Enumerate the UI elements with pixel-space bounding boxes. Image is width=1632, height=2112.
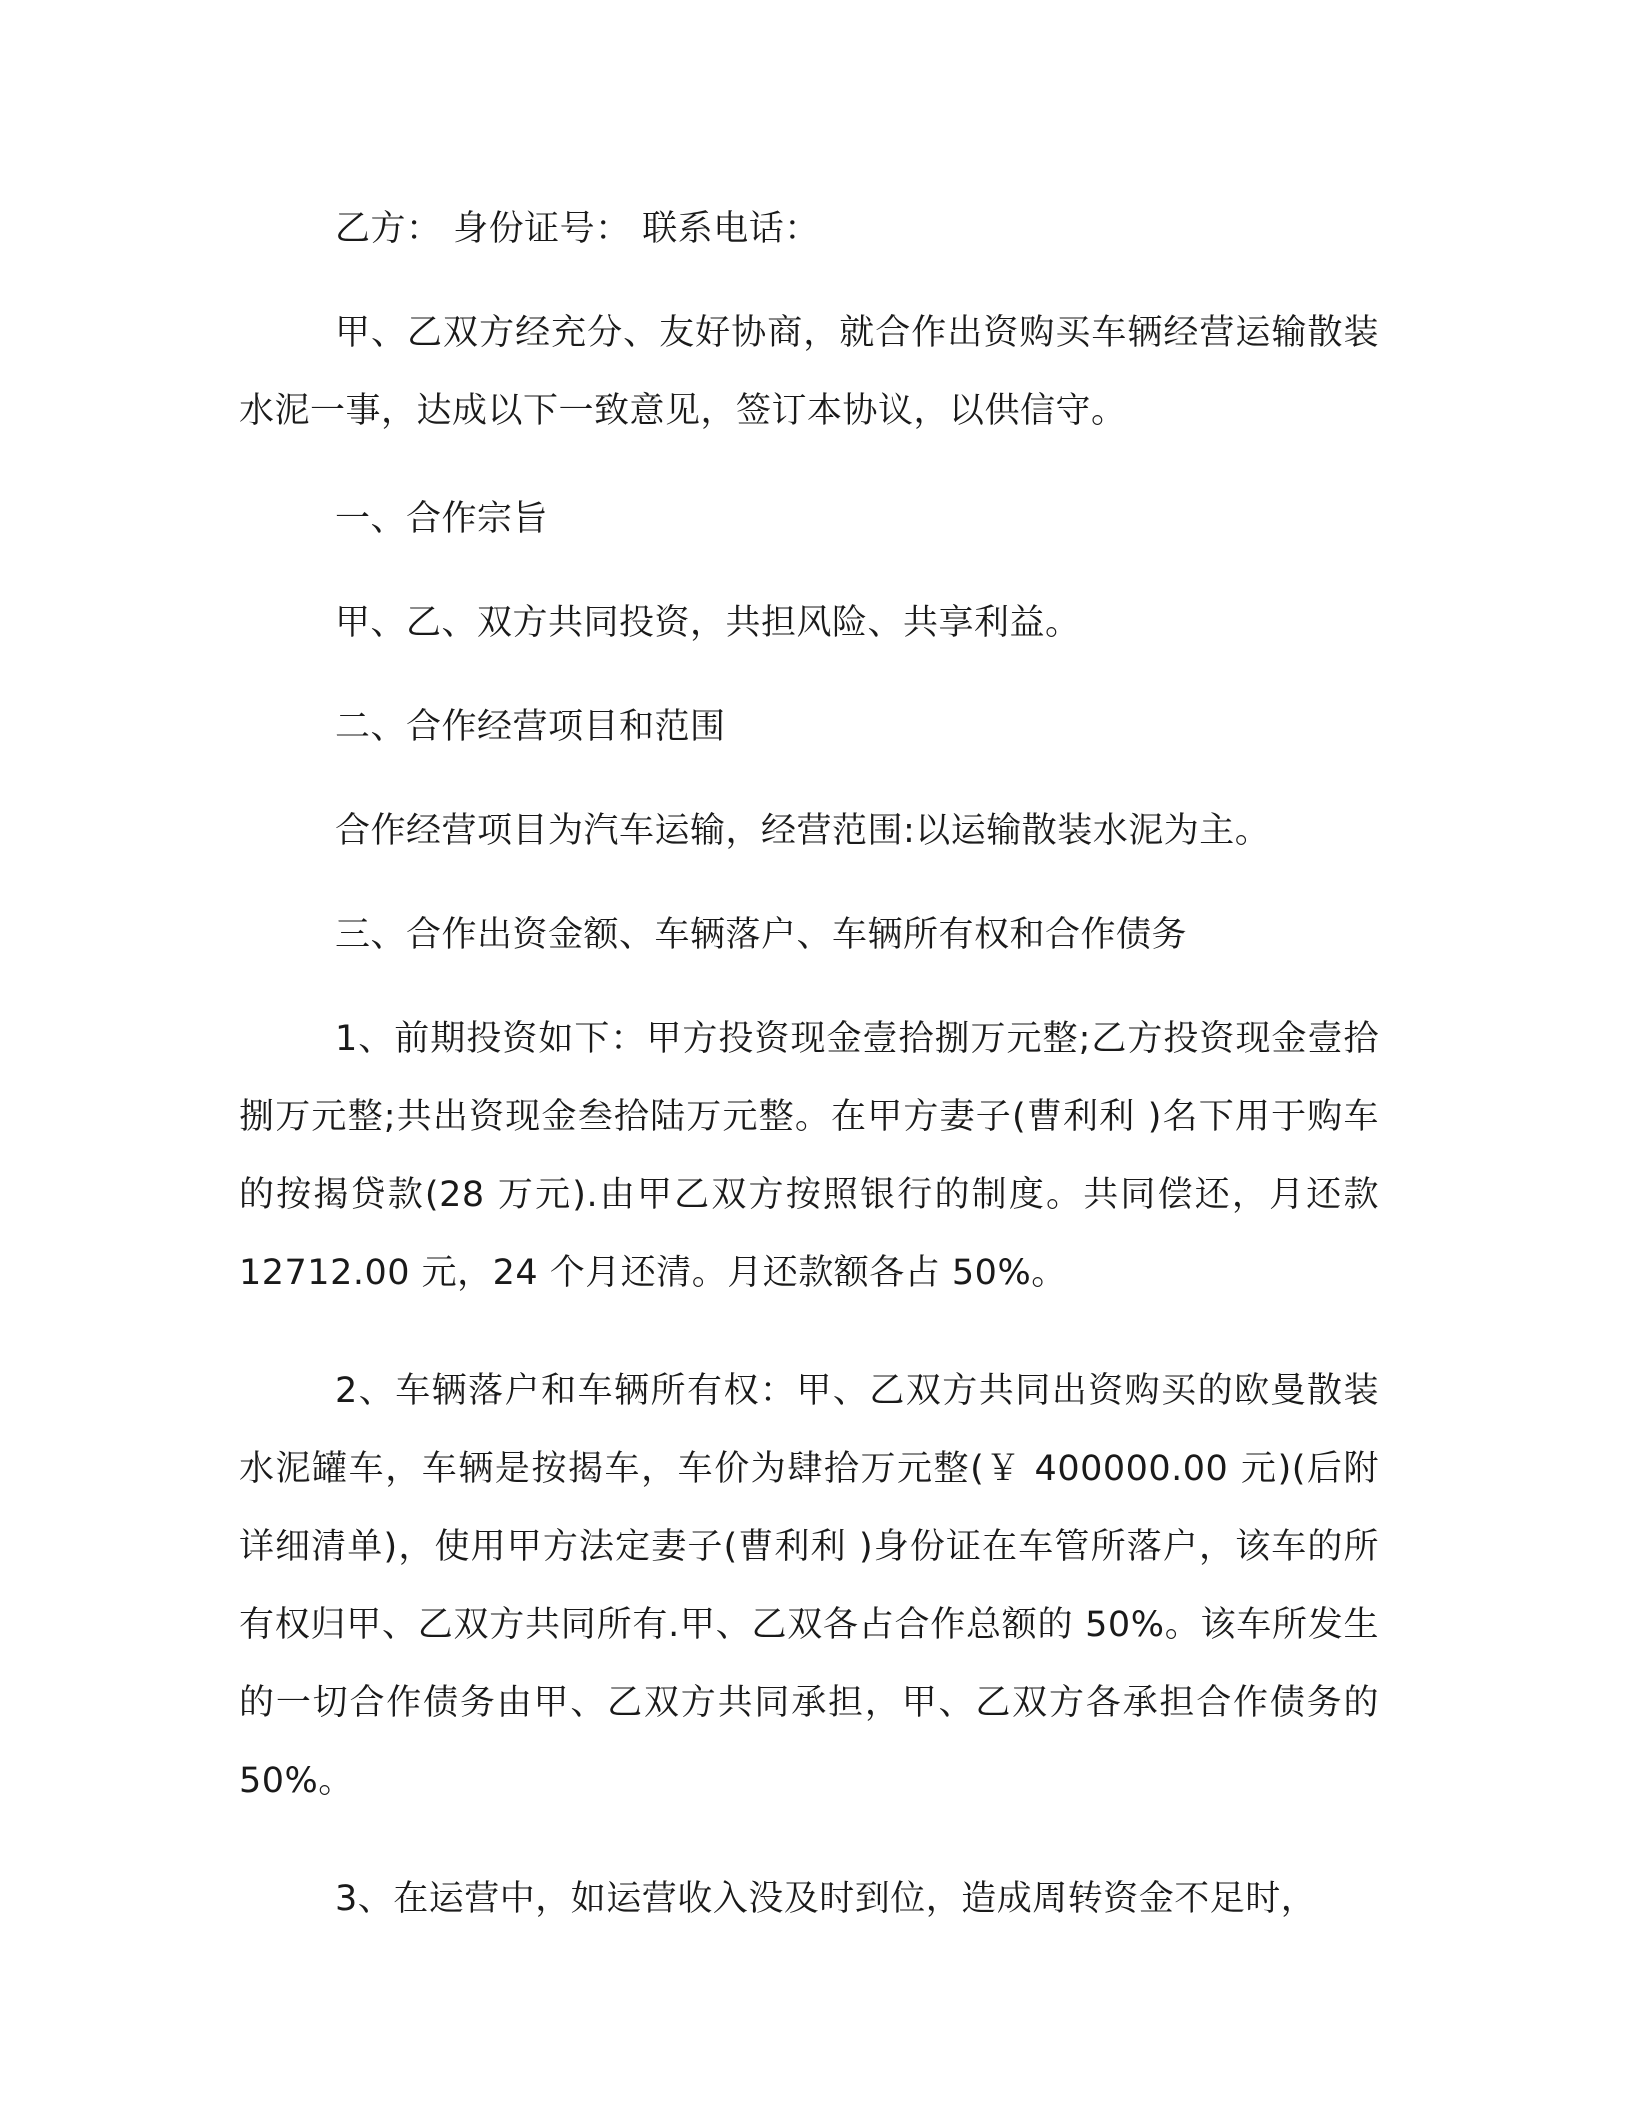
clause-2-vehicle-ownership: 2、车辆落户和车辆所有权：甲、乙双方共同出资购买的欧曼散装水泥罐车，车辆是按揭车，车价为肆拾万元整(￥ 400000.00 元)(后附详细清单)，使用甲方法定妻子(曹利利 )身份证在车管所落户，该车的所有权归甲、乙双方共同所有.甲、乙双各占合作总额的 50%。该车所发生的一切合作债务由甲、乙双方共同承担，甲、乙双方各承担合作债务的 50%。 xyxy=(239,1371,1379,1801)
section-heading-scope: 二、合作经营项目和范围 xyxy=(335,707,726,747)
clause-1-initial-investment: 1、前期投资如下：甲方投资现金壹拾捌万元整;乙方投资现金壹拾捌万元整;共出资现金叁拾陆万元整。在甲方妻子(曹利利 )名下用于购车的按揭贷款(28 万元).由甲乙双方按照银行的制度。共同偿还，月还款 12712.00 元，24 个月还清。月还款额各占 50%。 xyxy=(239,1019,1379,1293)
clause-3-operations: 3、在运营中，如运营收入没及时到位，造成周转资金不足时， xyxy=(335,1879,1317,1919)
agreement-preamble: 甲、乙双方经充分、友好协商，就合作出资购买车辆经营运输散装水泥一事，达成以下一致意见，签订本协议，以供信守。 xyxy=(239,313,1379,431)
purpose-text: 甲、乙、双方共同投资，共担风险、共享利益。 xyxy=(335,603,1081,643)
document-body xyxy=(239,190,1379,1938)
party-b-info-line: 乙方： 身份证号： 联系电话： xyxy=(335,209,820,249)
section-heading-investment: 三、合作出资金额、车辆落户、车辆所有权和合作债务 xyxy=(335,915,1188,955)
section-heading-purpose: 一、合作宗旨 xyxy=(335,499,549,539)
scope-text: 合作经营项目为汽车运输，经营范围:以运输散装水泥为主。 xyxy=(335,811,1271,851)
